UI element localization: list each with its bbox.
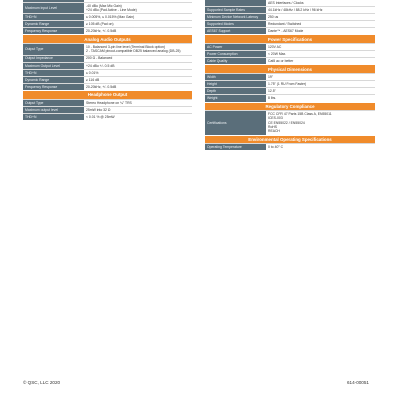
spec-value bbox=[266, 0, 375, 7]
analog-outputs-table bbox=[23, 43, 192, 90]
spec-value-line: 10 - Balanced 3-pin line level (Terminal Block option) bbox=[86, 45, 165, 50]
spec-value bbox=[84, 62, 192, 69]
spec-key: Frequency Response bbox=[23, 83, 84, 90]
spec-key: Dynamic Range bbox=[23, 76, 84, 83]
input-spec-table bbox=[23, 0, 192, 34]
spec-value bbox=[84, 21, 192, 28]
spec-value-line: Redundant / Switched bbox=[268, 22, 302, 27]
spec-value bbox=[266, 21, 375, 28]
environmental-spec-header: Environmental Operating Specifications bbox=[205, 135, 375, 144]
spec-key: Weight bbox=[205, 95, 266, 102]
table-row bbox=[23, 113, 192, 120]
spec-key: Certifications bbox=[205, 111, 266, 135]
spec-value bbox=[84, 14, 192, 21]
spec-value bbox=[266, 111, 375, 135]
spec-value bbox=[84, 113, 192, 120]
table-row bbox=[205, 21, 375, 28]
spec-value-line: 12.5" bbox=[268, 89, 276, 94]
spec-key: Output Type bbox=[23, 99, 84, 106]
cert-line: ICES-003 bbox=[268, 116, 283, 121]
spec-value-line: 25mW into 32 Ω bbox=[86, 107, 111, 112]
spec-value bbox=[84, 44, 192, 55]
spec-key: Height bbox=[205, 81, 266, 88]
table-row bbox=[205, 14, 375, 21]
table-row bbox=[205, 144, 375, 151]
spec-value-line: ≤ 0.005%, ≤ 0.015% (Max Gain) bbox=[86, 15, 135, 20]
spec-value-line: 19" bbox=[268, 75, 273, 80]
spec-value-line: 44.1kHz / 48kHz / 88.2 kHz / 96 kHz bbox=[268, 7, 323, 12]
table-row bbox=[205, 7, 375, 14]
spec-key: Supported Modes bbox=[205, 21, 266, 28]
table-row bbox=[23, 62, 192, 69]
spec-key: Maximum Output Level bbox=[23, 62, 84, 69]
table-row bbox=[23, 83, 192, 90]
headphone-output-header: Headphone Output bbox=[23, 90, 192, 99]
spec-key: Output Impedance bbox=[23, 55, 84, 62]
spec-value-line: Dante™ - AES67 Mode bbox=[268, 29, 304, 34]
spec-value-line: +24 dBu (Pad Active - Line Mode) bbox=[86, 7, 137, 12]
spec-key: Operating Temperature bbox=[205, 144, 266, 151]
physical-dimensions-header: Physical Dimensions bbox=[205, 64, 375, 73]
spec-value-line: Cat5 ac or better bbox=[268, 59, 294, 64]
table-row bbox=[23, 44, 192, 55]
document-number: 614-00051 bbox=[347, 380, 369, 385]
analog-outputs-header: Analog Audio Outputs bbox=[23, 34, 192, 43]
cert-line: FCC CFR 47 Parts 15B Class A, EN55011 bbox=[268, 112, 332, 117]
table-row bbox=[205, 0, 375, 7]
table-row bbox=[205, 28, 375, 35]
headphone-output-table bbox=[23, 99, 192, 120]
spec-key: THD+N bbox=[23, 14, 84, 21]
table-row bbox=[205, 44, 375, 51]
spec-value bbox=[266, 88, 375, 95]
table-row bbox=[205, 74, 375, 81]
spec-value-line: ≥ 105 dB (Pad on) bbox=[86, 22, 114, 27]
cert-line: CE EN55022 / EN55024 bbox=[268, 120, 305, 125]
copyright-text: © QSC, LLC 2020 bbox=[23, 380, 61, 385]
spec-value bbox=[266, 81, 375, 88]
spec-value-line: AES Interfaces / Clocks bbox=[268, 0, 304, 5]
regulatory-compliance-table bbox=[205, 110, 375, 134]
spec-key: Cable Quality bbox=[205, 58, 266, 65]
spec-value-line: ≤ 0.01% bbox=[86, 70, 99, 75]
spec-key: Maximum input Level bbox=[23, 2, 84, 13]
spec-value-line: 8 lbs. bbox=[268, 96, 277, 101]
spec-value-line: +24 dBu +/- 0.5 dB bbox=[86, 63, 115, 68]
table-row bbox=[205, 58, 375, 65]
spec-key: Maximum output level bbox=[23, 106, 84, 113]
table-row bbox=[205, 51, 375, 58]
table-row bbox=[23, 21, 192, 28]
spec-value-line: ≥ 116 dB bbox=[86, 77, 100, 82]
spec-key: Width bbox=[205, 74, 266, 81]
spec-key: Depth bbox=[205, 88, 266, 95]
spec-key: Frequency Response bbox=[23, 28, 84, 35]
spec-value-line: 120V AC bbox=[268, 45, 282, 50]
spec-value-line: 1.75" (1 RU From Faster) bbox=[268, 82, 307, 87]
spec-key: Power Consumption bbox=[205, 51, 266, 58]
spec-value-line: 0 to 40° C bbox=[268, 145, 284, 150]
spec-value bbox=[84, 106, 192, 113]
table-row bbox=[23, 76, 192, 83]
spec-value-line: 20-20kHz, +/- 0.5dB bbox=[86, 84, 117, 89]
spec-value bbox=[266, 14, 375, 21]
regulatory-compliance-header: Regulatory Compliance bbox=[205, 102, 375, 111]
network-spec-table bbox=[205, 0, 375, 34]
table-row bbox=[23, 14, 192, 21]
spec-value bbox=[266, 51, 375, 58]
spec-value-line: 20-20kHz, +/- 0.5dB bbox=[86, 29, 117, 34]
table-row bbox=[23, 99, 192, 106]
spec-key: THD+N bbox=[23, 69, 84, 76]
table-row bbox=[23, 106, 192, 113]
table-row bbox=[23, 2, 192, 13]
spec-value bbox=[84, 69, 192, 76]
spec-value bbox=[84, 99, 192, 106]
spec-key: Minimum Device Network Latency bbox=[205, 14, 266, 21]
spec-value bbox=[266, 95, 375, 102]
spec-key: THD+N bbox=[23, 113, 84, 120]
spec-value-line: 2 - TASCAM pinout-compatible DB25 balanced analog (DB-25) bbox=[86, 49, 181, 54]
spec-value bbox=[266, 58, 375, 65]
spec-key: AC Power bbox=[205, 44, 266, 51]
table-row bbox=[205, 81, 375, 88]
spec-value bbox=[84, 55, 192, 62]
spec-value bbox=[266, 7, 375, 14]
spec-value bbox=[266, 28, 375, 35]
table-row bbox=[205, 95, 375, 102]
spec-key: Output Type bbox=[23, 44, 84, 55]
power-spec-header: Power Specifications bbox=[205, 34, 375, 43]
spec-value bbox=[84, 28, 192, 35]
cert-line: REACH bbox=[268, 129, 280, 134]
left-spec-column bbox=[23, 0, 192, 120]
spec-value bbox=[84, 83, 192, 90]
environmental-spec-table bbox=[205, 143, 375, 150]
cert-line: RoHS bbox=[268, 125, 278, 130]
spec-value-line: 200 Ω - Balanced bbox=[86, 56, 113, 61]
table-row bbox=[23, 69, 192, 76]
spec-value bbox=[266, 74, 375, 81]
right-spec-column bbox=[205, 0, 375, 150]
table-row bbox=[205, 88, 375, 95]
table-row bbox=[205, 111, 375, 135]
table-row bbox=[23, 55, 192, 62]
spec-key: Supported Sample Rates bbox=[205, 7, 266, 14]
power-spec-table bbox=[205, 43, 375, 64]
spec-value-line: < 0.01 % @ 25mW bbox=[86, 114, 115, 119]
spec-key: AES67 Support bbox=[205, 28, 266, 35]
spec-value-line: < 20W Max. bbox=[268, 52, 287, 57]
spec-key: Dynamic Range bbox=[23, 21, 84, 28]
spec-value-line: Stereo Headphone on ¼" TRS bbox=[86, 100, 132, 105]
spec-value bbox=[266, 144, 375, 151]
spec-value-line: -40 dBu (Max Mic Gain) bbox=[86, 3, 122, 8]
spec-value bbox=[84, 2, 192, 13]
spec-value bbox=[266, 44, 375, 51]
spec-key bbox=[205, 0, 266, 7]
table-row bbox=[23, 28, 192, 35]
physical-dimensions-table bbox=[205, 73, 375, 101]
spec-value-line: 250 us bbox=[268, 15, 279, 20]
spec-value bbox=[84, 76, 192, 83]
